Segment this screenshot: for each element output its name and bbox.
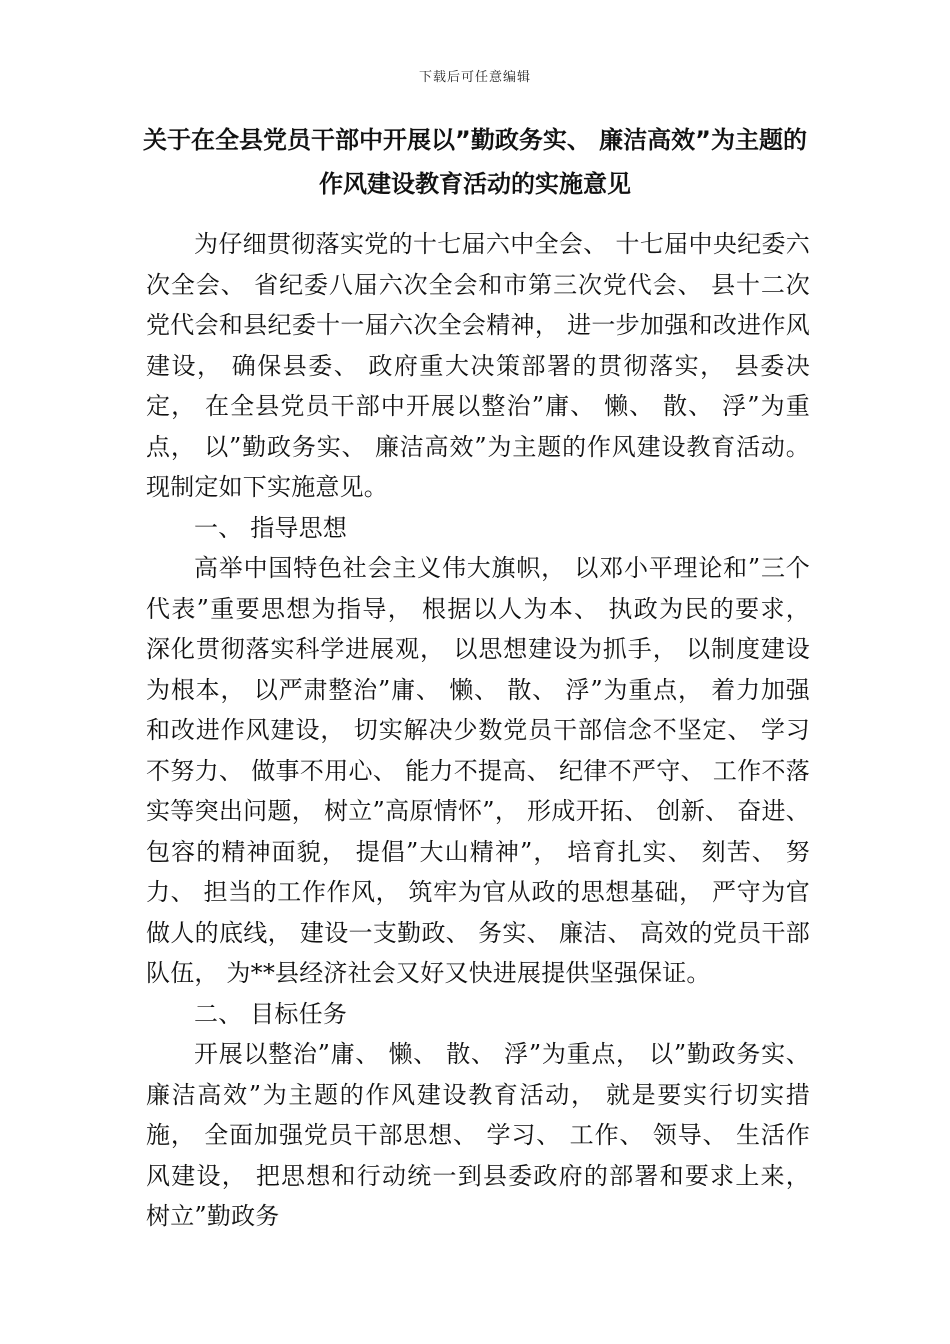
intro-paragraph: 为仔细贯彻落实党的十七届六中全会、 十七届中央纪委六次全会、 省纪委八届六次全会和市第三次党代会、 县十二次党代会和县纪委十一届六次全会精神， 进一步加强和改进作风建设， 确保县委、 政府重大决策部署的贯彻落实， 县委决定， 在全县党员干部中开展以整治”庸、 懒、 散、 浮”为重点， 以”勤政务实、 廉洁高效”为主题的作风建设教育活动。现制定如下实施意见。 — [146, 230, 810, 501]
document-body — [146, 224, 810, 1237]
header-note: 下载后可任意编辑 — [418, 70, 531, 85]
title-line-1: 关于在全县党员干部中开展以”勤政务实、 廉洁高效”为主题的 — [143, 126, 807, 154]
section-2-paragraph: 开展以整治”庸、 懒、 散、 浮”为重点， 以”勤政务实、 廉洁高效”为主题的作风建设教育活动， 就是要实行切实措施， 全面加强党员干部思想、 学习、 工作、 领导、 生活作风建设， 把思想和行动统一到县委政府的部署和要求上来， 树立”勤政务 — [146, 1040, 810, 1230]
title-line-2: 作风建设教育活动的实施意见 — [319, 170, 631, 198]
section-1-paragraph: 高举中国特色社会主义伟大旗帜， 以邓小平理论和”三个代表”重要思想为指导， 根据以人为本、 执政为民的要求， 深化贯彻落实科学进展观， 以思想建设为抓手， 以制度建设为根本， 以严肃整治”庸、 懒、 散、 浮”为重点， 着力加强和改进作风建设， 切实解决少数党员干部信念不坚定、 学习不努力、 做事不用心、 能力不提高、 纪律不严守、 工作不落实等突出问题， 树立”高原情怀”， 形成开拓、 创新、 奋进、 包容的精神面貌， 提倡”大山精神”， 培育扎实、 刻苦、 努力、 担当的工作作风， 筑牢为官从政的思想基础， 严守为官做人的底线， 建设一支勤政、 务实、 廉洁、 高效的党员干部队伍， 为**县经济社会又好又快进展提供坚强保证。 — [146, 554, 810, 987]
section-heading-2: 二、 目标任务 — [194, 999, 348, 1028]
document-title — [120, 118, 830, 206]
section-heading-1: 一、 指导思想 — [194, 513, 348, 542]
